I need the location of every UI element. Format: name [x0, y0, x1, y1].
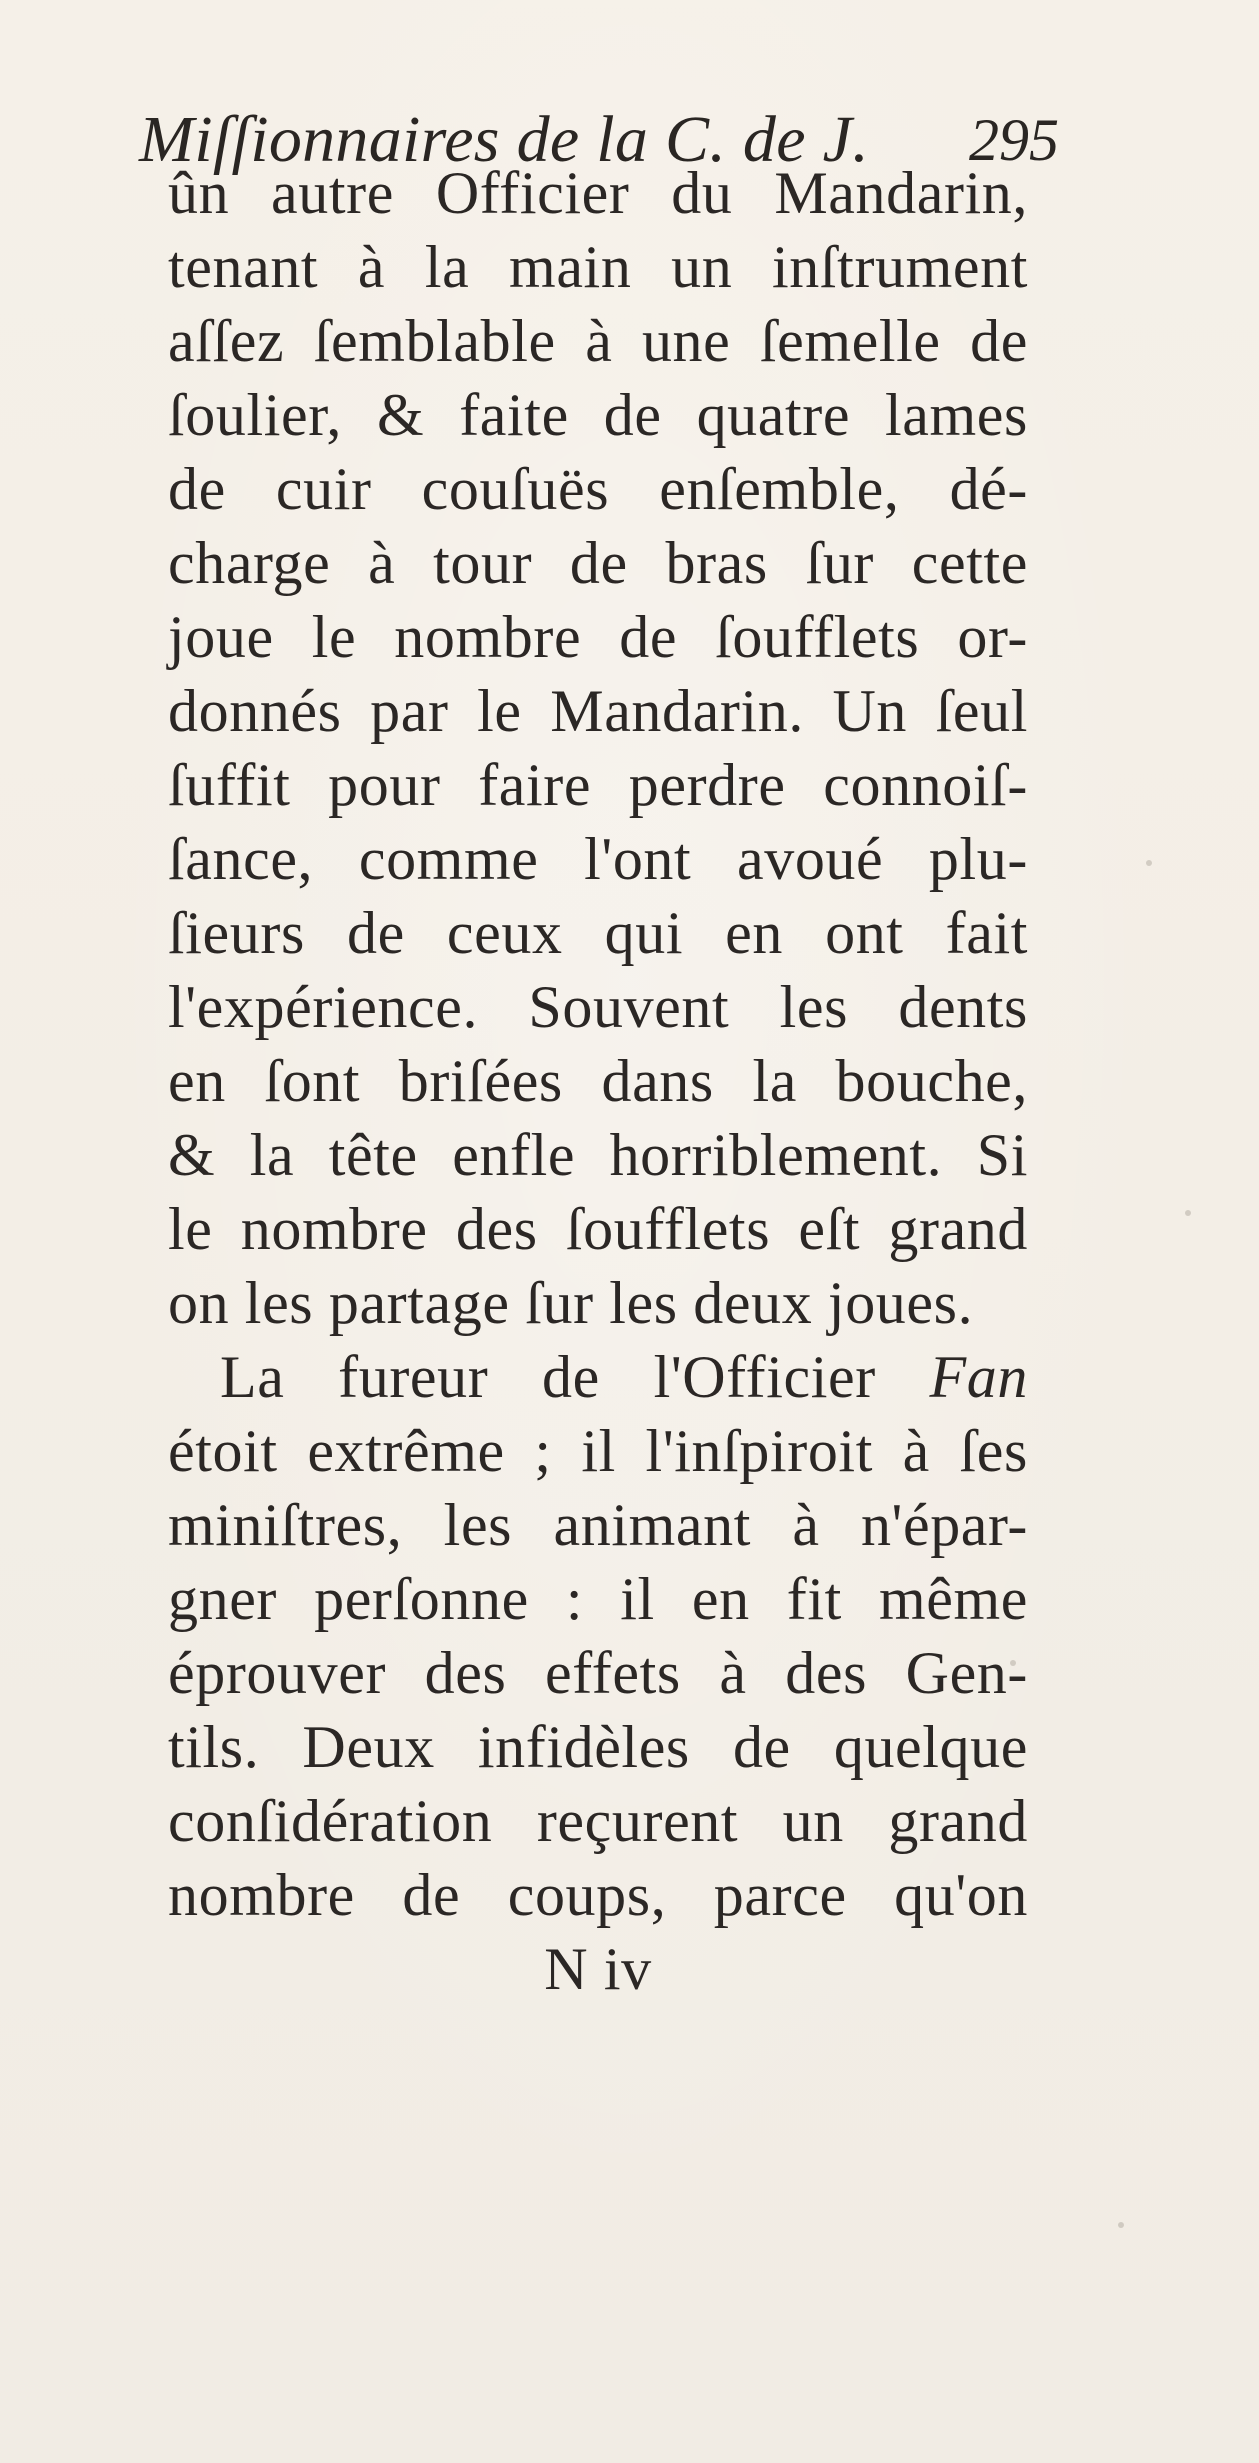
paper-speck — [1010, 1660, 1016, 1666]
text-line: donnés par le Mandarin. Un ſeul — [168, 678, 1028, 744]
text-line: en ſont briſées dans la bouche, — [168, 1048, 1028, 1114]
text-line: ſance, comme l'ont avoué plu- — [168, 826, 1028, 892]
text-line: tils. Deux infidèles de quelque — [168, 1714, 1028, 1780]
text-line: & la tête enfle horriblement. Si — [168, 1122, 1028, 1188]
text-line: l'expérience. Souvent les dents — [168, 974, 1028, 1040]
signature-mark: N iv — [544, 1936, 652, 2002]
text-line: le nombre des ſoufflets eſt grand — [168, 1196, 1028, 1262]
text-fragment: La fureur de l'Officier — [220, 1344, 876, 1410]
body-text — [168, 156, 1028, 2006]
text-line: on les partage ſur les deux joues. — [168, 1270, 974, 1336]
page-number: 295 — [969, 107, 1059, 173]
paragraph-start-line — [168, 1340, 1028, 1414]
text-line: joue le nombre de ſoufflets or- — [168, 604, 1028, 670]
text-line: de cuir couſuës enſemble, dé- — [168, 456, 1028, 522]
paper-speck — [1185, 1210, 1191, 1216]
running-title: Miſſionnaires de la C. de J. — [139, 103, 870, 176]
text-line: ſuffit pour faire perdre connoiſ- — [168, 752, 1028, 818]
text-line: aſſez ſemblable à une ſemelle de — [168, 308, 1028, 374]
text-line: ſoulier, & faite de quatre lames — [168, 382, 1028, 448]
text-line: étoit extrême ; il l'inſpiroit à ſes — [168, 1418, 1028, 1484]
paper-speck — [1146, 860, 1152, 866]
text-line: tenant à la main un inſtrument — [168, 234, 1028, 300]
text-line: éprouver des effets à des Gen- — [168, 1640, 1028, 1706]
text-line: conſidération reçurent un grand — [168, 1788, 1028, 1854]
italic-name: Fan — [929, 1344, 1028, 1410]
text-line: charge à tour de bras ſur cette — [168, 530, 1028, 596]
text-line: ſieurs de ceux qui en ont fait — [168, 900, 1028, 966]
text-line: ûn autre Officier du Mandarin, — [168, 160, 1028, 226]
text-line: gner perſonne : il en fit même — [168, 1566, 1028, 1632]
text-line: miniſtres, les animant à n'épar- — [168, 1492, 1028, 1558]
text-line: nombre de coups, parce qu'on — [168, 1862, 1028, 1928]
paper-speck — [1118, 2222, 1124, 2228]
